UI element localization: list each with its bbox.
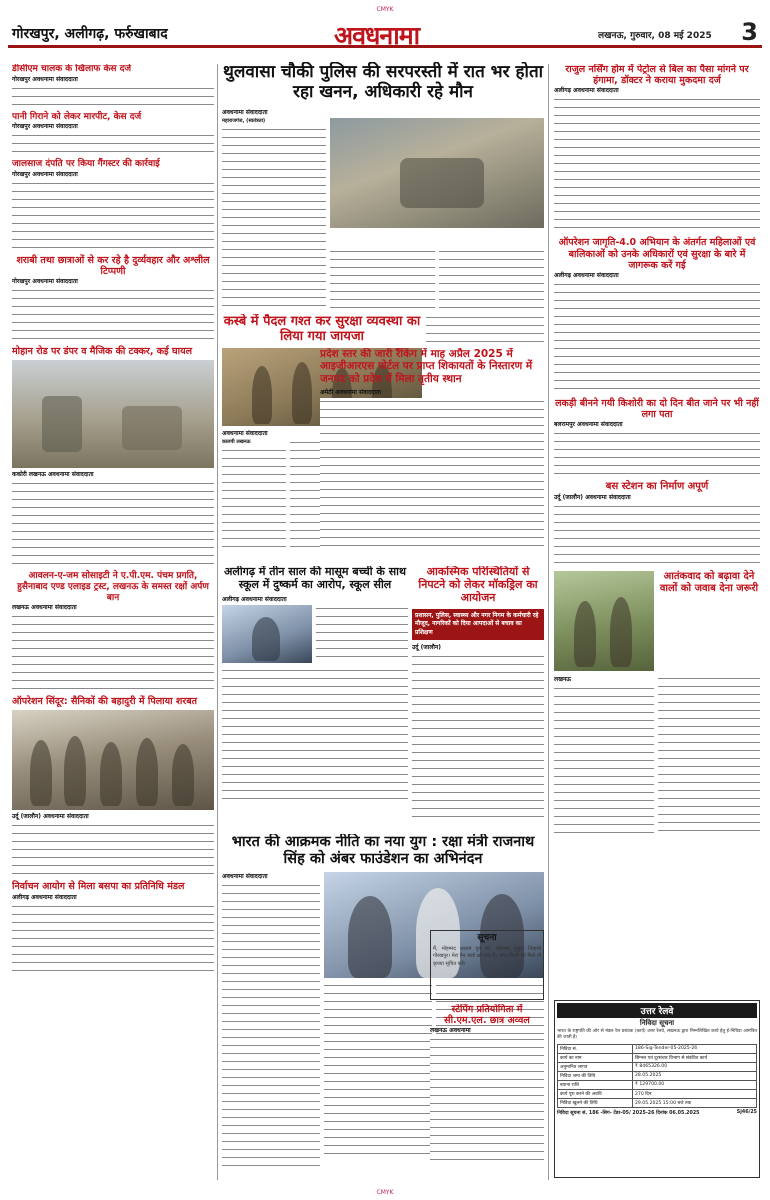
article-missing-girl <box>554 398 760 478</box>
table-cell: 28.05.2025 <box>633 1071 757 1080</box>
article-byline: बलरामपुर अवधनामा संवाददाता <box>554 421 623 429</box>
article-text <box>12 287 214 343</box>
article-headline: डीसीएम चालक के खिलाफ केस दर्ज <box>12 64 132 74</box>
tender-subtitle: निविदा सूचना <box>639 1019 675 1027</box>
tender-footer: निविदा सूचना सं. 186 -सिग- टेंडर-05/ 2025-26 दिनांक 06.05.2025 <box>557 1110 700 1116</box>
article-byline: अलीगढ़ अवधनामा संवाददाता <box>12 893 77 901</box>
table-cell: अनुमानित लागत <box>558 1062 633 1071</box>
article-byline: गोरखपुर अवधनामा संवाददाता <box>12 75 78 83</box>
article-headline: बस स्टेशन का निर्माण अपूर्ण <box>605 481 709 493</box>
article-misbehaviour <box>12 255 214 343</box>
table-cell: सिग्नल एवं दूरसंचार विभाग से संबंधित कार्य <box>633 1053 757 1062</box>
story-text <box>222 447 286 547</box>
column-divider <box>548 64 549 1180</box>
table-row <box>558 1071 757 1080</box>
article-byline: उर्दू (जालौन) अवधनामा संवाददाता <box>554 494 631 502</box>
edition-label: गोरखपुर, अलीगढ़, फर्रुखाबाद <box>12 26 168 42</box>
story-byline: अवधनामा संवाददाता <box>222 873 268 881</box>
article-headline: मोहान रोड पर डंपर व मैजिक की टक्कर, कई घायल <box>12 346 193 358</box>
article-accident <box>12 346 214 568</box>
story-text <box>222 667 408 803</box>
table-cell: कार्य का नाम <box>558 1053 633 1062</box>
article-water-fight <box>12 112 214 157</box>
story-text <box>222 882 320 1172</box>
article-gangster <box>12 159 214 252</box>
story-headline: स्टेपिंग प्रतियोगिता में सी.एम.एल. छात्र अव्वल <box>444 1004 530 1027</box>
article-headline: ऑपरेशन जागृति-4.0 अभियान के अंतर्गत महिलाओं एवं बालिकाओं को उनके अधिकारों एवं सुरक्षा के बारे में जागरूक करें गई <box>558 237 756 271</box>
story-dateline: कालपी लखनऊ <box>222 438 251 445</box>
article-text <box>554 430 760 478</box>
story-headline: भारत की आक्रमक नीति का नया युग : रक्षा मंत्री राजनाथ सिंह को अंबर फाउंडेशन का अभिनंदन <box>231 834 535 868</box>
article-headline: राजुल नर्सिंग होम में पेट्रोल से बिल का पैसा मांगने पर हंगामा, डॉक्टर ने कराया मुकदमा दर्ज <box>565 64 749 87</box>
science-pro-story <box>430 1004 544 1180</box>
accident-photo <box>12 360 214 468</box>
article-headline: ऑपरेशन सिंदूर: सैनिकों की बहादुरी में पिलाया शरबत <box>12 696 198 708</box>
mockdrill-story <box>412 566 544 830</box>
story-text <box>430 1036 544 1162</box>
table-cell: निविदा खुलने की तिथि <box>558 1098 633 1107</box>
story-text <box>426 314 544 346</box>
terror-photo <box>554 571 654 671</box>
article-headline: शराबी तथा छात्राओं से कर रहे है दुर्व्यवहार और अश्लील टिप्पणी <box>16 254 210 278</box>
article-headline: जालसाज दंपति पर किया गैंगस्टर की कार्रवाई <box>12 159 160 170</box>
story-byline: अवधनामा संवाददाता <box>222 429 268 437</box>
column-divider <box>217 64 218 1180</box>
table-cell: निविदा सं. <box>558 1044 633 1053</box>
aligarh-school-story <box>222 566 408 830</box>
masthead <box>8 18 762 48</box>
story-byline: उर्दू (जालौन) <box>412 644 442 652</box>
lead-text-col2 <box>330 248 435 312</box>
article-dcm <box>12 64 214 109</box>
sharbat-photo <box>12 710 214 810</box>
article-headline: निर्वाचन आयोग से मिला बसपा का प्रतिनिधि मंडल <box>12 881 185 893</box>
article-text <box>12 480 214 568</box>
table-cell: ₹ 8465326.00 <box>633 1062 757 1071</box>
table-cell: 270 दिन <box>633 1089 757 1098</box>
page-dateline: लखनऊ, गुरुवार, 08 मई 2025 <box>598 31 712 41</box>
article-text <box>12 613 214 693</box>
page-number: 3 <box>741 18 758 46</box>
tender-notice <box>554 1000 760 1178</box>
story-text <box>412 653 544 823</box>
article-bus-station <box>554 481 760 567</box>
article-byline: गोरखपुर अवधनामा संवाददाता <box>12 123 78 131</box>
article-byline: गोरखपुर अवधनामा संवाददाता <box>12 278 78 286</box>
article-nursing-home <box>554 64 760 234</box>
article-text <box>12 132 214 156</box>
lead-headline: थुलवासा चौकी पुलिस की सरपरस्ती में रात भर होता रहा खनन, अधिकारी रहे मौन <box>222 62 544 103</box>
article-operation-sindoor <box>12 696 214 878</box>
article-text <box>12 822 214 878</box>
article-terror <box>554 571 760 671</box>
table-cell: बयाना राशि <box>558 1080 633 1089</box>
newspaper-logo: अवधनामा <box>334 21 420 50</box>
story-byline: अलीगढ़ अवधनामा संवाददाता <box>222 595 287 603</box>
story-headline: आकस्मिक परिस्थितियों से निपटने को लेकर मॉकड्रिल का आयोजन <box>418 566 538 604</box>
article-text <box>658 675 760 835</box>
article-byline: उर्दू (जालौन) अवधनामा संवाददाता <box>12 813 89 821</box>
table-cell: निविदा जमा की तिथि <box>558 1071 633 1080</box>
article-bsp <box>12 881 214 974</box>
table-row <box>558 1053 757 1062</box>
mockdrill-photos <box>412 770 544 771</box>
table-cell: 29.05.2025 15:00 बजे तक <box>633 1098 757 1107</box>
lead-dateline: महाराजगंज, (स्वतंत्रता) <box>222 118 266 125</box>
science-story <box>412 834 413 835</box>
tender-table <box>557 1044 757 1108</box>
article-byline: ककोरी लखनऊ अवधनामा संवाददाता <box>12 471 94 479</box>
story-headline: अलीगढ़ में तीन साल की मासूम बच्ची के साथ स्कूल में दुष्कर्म का आरोप, स्कूल सील <box>223 566 407 591</box>
article-byline: अलीगढ़ अवधनामा संवाददाता <box>554 87 619 95</box>
article-jagriti <box>554 237 760 395</box>
table-row <box>558 1062 757 1071</box>
article-headline: आवलन-ए-जम सोसाइटी ने ए.पी.एम. पंचम प्रगति, हुसैनाबाद एण्ड एलाइड ट्रस्ट, लखनऊ के समस्त रक्षों अर्पण बान <box>17 571 209 603</box>
article-text <box>12 180 214 252</box>
story-text <box>316 605 408 663</box>
article-society <box>12 571 214 693</box>
tender-intro: भारत के राष्ट्रपति की ओर से मंडल रेल प्रबंधक (कार्य) उत्तर रेलवे, लखनऊ द्वारा निम्नलिखित कार्य हेतु ई-निविदा आमंत्रित की जाती है। <box>557 1029 757 1041</box>
notice-body: मैं, मोहम्मद आलम पुत्र स्व. मोहम्मद यूसुफ निवासी गोरखपुर। मेरा पैन कार्ड खो गया है। अगर किसी को मिले तो कृपया सूचित करें। <box>433 945 541 968</box>
article-headline: आतंकवाद को बढ़ावा देने वालों को जवाब देना जरूरी <box>659 571 759 595</box>
notice-box <box>430 930 544 1000</box>
igrs-main <box>320 348 544 562</box>
lead-story <box>222 62 544 312</box>
article-text <box>554 685 654 835</box>
cmyk-marker-top: CMYK <box>376 6 394 13</box>
school-photo <box>222 605 312 663</box>
cmyk-marker-bottom: CMYK <box>376 1189 394 1196</box>
mockdrill-tagline: प्रशासन, पुलिस, स्वास्थ्य और नगर निगम के कर्मचारी रहे मौजूद, नागरिकों को दिया आपदाओं से बचाव का प्रशिक्षण <box>412 609 544 640</box>
story-byline: अमेठी अवधनामा संवाददाता <box>320 389 381 397</box>
table-cell: ₹ 129700.00 <box>633 1080 757 1089</box>
lead-byline: अवधनामा संवाददाता <box>222 109 268 117</box>
tender-title: उत्तर रेलवे <box>557 1003 757 1018</box>
article-text <box>554 281 760 395</box>
article-byline: अलीगढ़ अवधनामा संवाददाता <box>554 272 619 280</box>
lead-text-col3 <box>439 248 544 312</box>
article-byline: गोरखपुर अवधनामा संवाददाता <box>12 170 78 178</box>
article-headline: लकड़ी बीनने गयी किशोरी का दो दिन बीत जाने पर भी नहीं लगा पता <box>555 398 759 421</box>
tender-code: Sj46/25 <box>736 1109 757 1115</box>
lead-text <box>222 126 326 306</box>
notice-title: सूचना <box>477 933 497 943</box>
article-byline: लखनऊ <box>554 676 572 684</box>
table-row <box>558 1098 757 1107</box>
article-headline: पानी गिराने को लेकर मारपीट, केस दर्ज <box>12 111 142 122</box>
table-row <box>558 1089 757 1098</box>
table-cell: 186-Sig-Tender-05-2025-26 <box>633 1044 757 1053</box>
table-row <box>558 1080 757 1089</box>
story-headline: प्रदेश स्तर की जारी रैंकिंग में माह अप्रैल 2025 में आइजीआरएस पोर्टल पर प्राप्त शिकायतों के निस्तारण में जनपद को प्रदेश में मिला तृतीय स्थान <box>320 348 533 385</box>
story-byline: लखनऊ अवधनामा <box>430 1027 471 1035</box>
table-cell: कार्य पूरा करने की अवधि <box>558 1089 633 1098</box>
table-row <box>558 1044 757 1053</box>
article-text <box>554 96 760 234</box>
article-text <box>12 903 214 975</box>
story-headline: कस्बे में पैदल गश्त कर सुरक्षा व्यवस्था का लिया गया जायजा <box>223 314 421 345</box>
article-byline: लखनऊ अवधनामा संवाददाता <box>12 604 77 612</box>
article-text <box>554 503 760 567</box>
left-column <box>12 64 214 1180</box>
story-text <box>320 398 544 548</box>
article-text <box>12 85 214 109</box>
mining-photo <box>330 118 544 228</box>
